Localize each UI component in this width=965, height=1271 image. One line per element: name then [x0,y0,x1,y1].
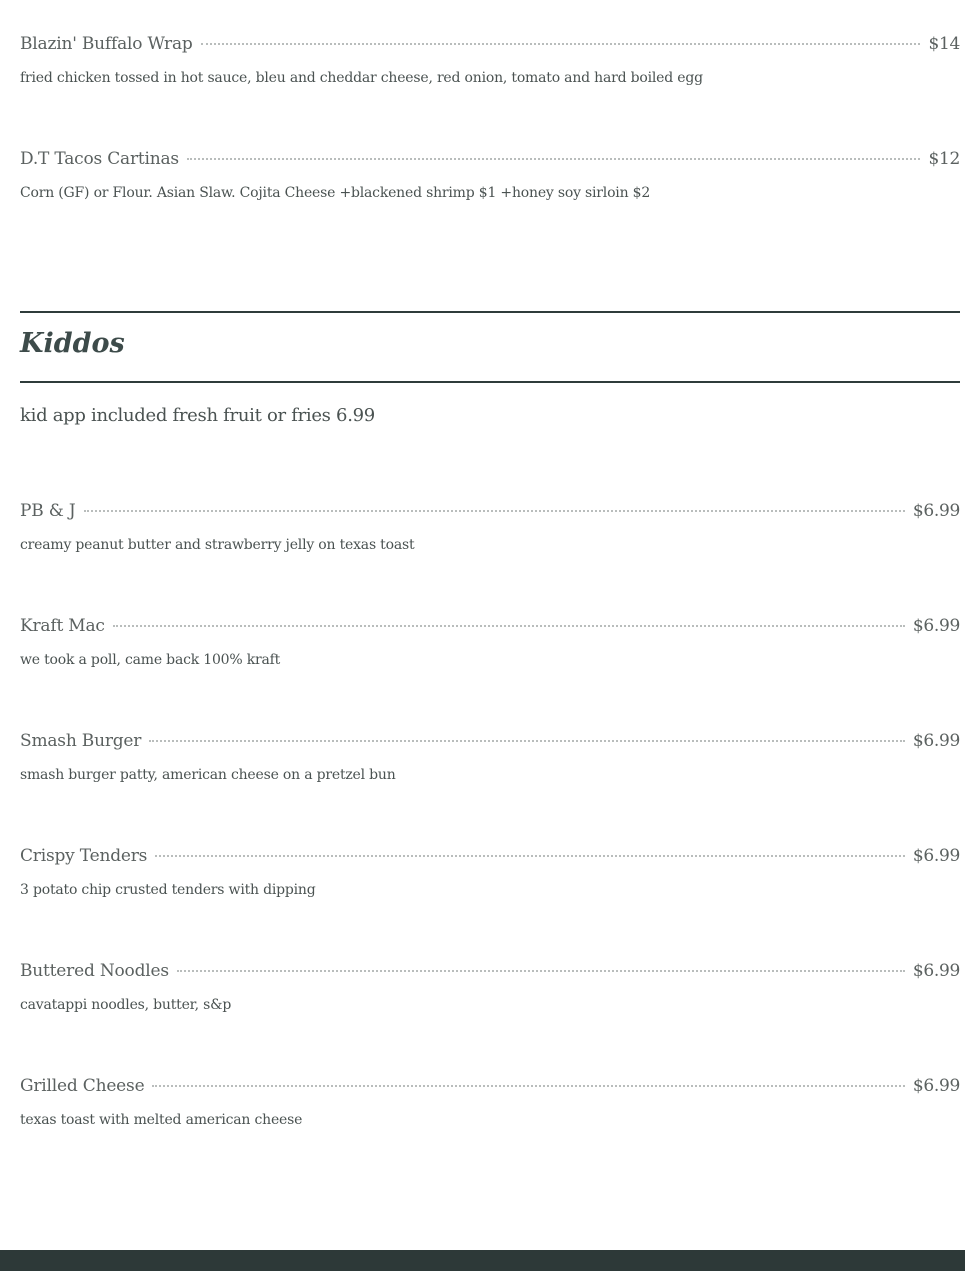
menu-item [20,846,960,898]
menu-item-description: we took a poll, came back 100% kraft [20,652,281,668]
menu-item [20,731,960,783]
menu-item [20,1076,960,1128]
dot-leader [155,855,905,857]
menu-item-header [20,846,960,874]
menu-item-header [20,616,960,644]
menu-item [20,149,960,201]
menu-item-description: 3 potato chip crusted tenders with dipping [20,882,316,898]
menu-item-description: fried chicken tossed in hot sauce, bleu and cheddar cheese, red onion, tomato and hard boiled egg [20,70,703,86]
menu-item-price: $6.99 [912,616,960,636]
menu-item-description: texas toast with melted american cheese [20,1112,303,1128]
menu-item-header [20,149,960,177]
section-top-divider [20,311,960,313]
dot-leader [149,740,905,742]
menu-item-price: $6.99 [912,846,960,866]
menu-item-name: Kraft Mac [20,616,105,636]
dot-leader [152,1085,904,1087]
menu-item [20,616,960,668]
menu-item-header [20,501,960,529]
menu-item [20,34,960,86]
menu-item-description: cavatappi noodles, butter, s&p [20,997,232,1013]
menu-item [20,501,960,553]
menu-item-header [20,961,960,989]
menu-item-price: $6.99 [912,731,960,751]
dot-leader [177,970,905,972]
footer-bar [0,1250,965,1271]
menu-item-name: D.T Tacos Cartinas [20,149,179,169]
dot-leader [84,510,905,512]
menu-item [20,961,960,1013]
menu-item-description: creamy peanut butter and strawberry jelly on texas toast [20,537,415,553]
menu-item-price: $12 [928,149,960,169]
menu-item-price: $6.99 [912,961,960,981]
menu-item-header [20,34,960,62]
menu-item-header [20,731,960,759]
menu-item-name: Smash Burger [20,731,142,751]
menu-item-price: $14 [928,34,960,54]
dot-leader [187,158,920,160]
section-note: kid app included fresh fruit or fries 6.99 [20,405,375,426]
menu-item-price: $6.99 [912,501,960,521]
menu-item-name: Buttered Noodles [20,961,169,981]
menu-item-name: Crispy Tenders [20,846,148,866]
section-bottom-divider [20,381,960,383]
menu-item-header [20,1076,960,1104]
dot-leader [201,43,921,45]
section-title: Kiddos [20,328,125,359]
dot-leader [113,625,905,627]
menu-item-description: Corn (GF) or Flour. Asian Slaw. Cojita Cheese +blackened shrimp $1 +honey soy sirloin $2 [20,185,651,201]
menu-item-description: smash burger patty, american cheese on a pretzel bun [20,767,396,783]
menu-item-price: $6.99 [912,1076,960,1096]
menu-item-name: Grilled Cheese [20,1076,145,1096]
menu-item-name: PB & J [20,501,76,521]
menu-item-name: Blazin' Buffalo Wrap [20,34,193,54]
